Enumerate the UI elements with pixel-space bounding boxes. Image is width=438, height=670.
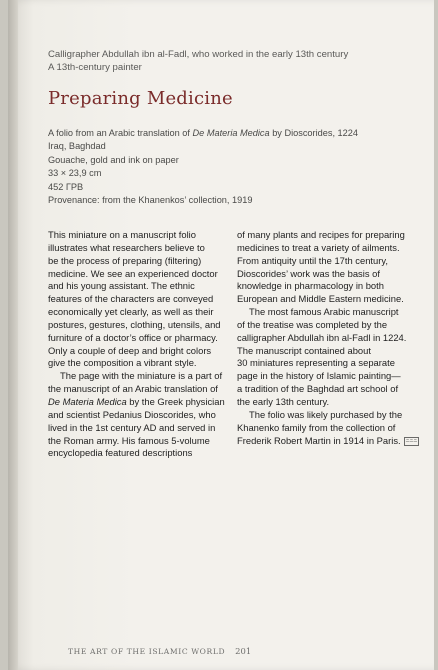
paragraph: The page with the miniature is a part of the manuscript of an Arabic translation of De Materia Medica by the Greek physician and scientist Pedanius Dioscorides, who lived in the 1st century AD and served in the Roman army. His famous 5-volume encyclopedia featured descriptions <box>48 370 225 459</box>
page-title: Preparing Medicine <box>48 88 233 109</box>
credit-painter: A 13th-century painter <box>48 62 142 73</box>
artwork-size: 33 × 23,9 cm <box>48 168 102 179</box>
body-column-left <box>48 229 233 460</box>
body-column-right <box>237 229 422 447</box>
artwork-place: Iraq, Baghdad <box>48 141 106 152</box>
running-title: THE ART OF THE ISLAMIC WORLD <box>68 647 226 656</box>
credit-calligrapher: Calligrapher Abdullah ibn al-Fadl, who worked in the early 13th century <box>48 49 349 60</box>
paragraph: This miniature on a manuscript folio illustrates what researchers believe to be the process of preparing (filtering) medicine. We see an experienced doctor and his young assistant. The ethnic features of the characters are conveyed economically yet clearly, as well as their postures, gestures, clothing, utensils, and furniture of a doctor’s office or pharmacy. Only a couple of deep and bright colors give the composition a vibrant style. <box>48 229 221 369</box>
artwork-metadata <box>48 127 428 207</box>
page-footer <box>68 646 251 656</box>
paragraph: of many plants and recipes for preparing medicines to treat a variety of ailments. From antiquity until the 17th century, Dioscorides’ work was the basis of knowledge in pharmacology in both European and Middle Eastern medicine. <box>237 229 405 305</box>
book-page <box>8 0 434 670</box>
artwork-inventory: 452 ГРВ <box>48 181 84 192</box>
artwork-provenance: Provenance: from the Khanenkos’ collection, 1919 <box>48 195 253 206</box>
artist-credits <box>48 48 428 74</box>
paragraph: The folio was likely purchased by the Khanenko family from the collection of Frederik Robert Martin in 1914 in Paris. ΞΞΞ <box>237 408 418 446</box>
end-mark-icon: ΞΞΞ <box>405 437 418 444</box>
page-number: 201 <box>235 646 252 656</box>
artwork-medium: Gouache, gold and ink on paper <box>48 154 179 165</box>
book-spine-shadow <box>8 0 18 670</box>
paragraph: The most famous Arabic manuscript of the treatise was completed by the calligrapher Abdullah ibn al-Fadl in 1224. The manuscript contained about 30 miniatures representing a separate page in the history of Islamic painting— a tradition of the Baghdad art school of the early 13th century. <box>237 306 407 407</box>
artwork-description: A folio from an Arabic translation of De Materia Medica by Dioscorides, 1224 <box>48 128 358 138</box>
